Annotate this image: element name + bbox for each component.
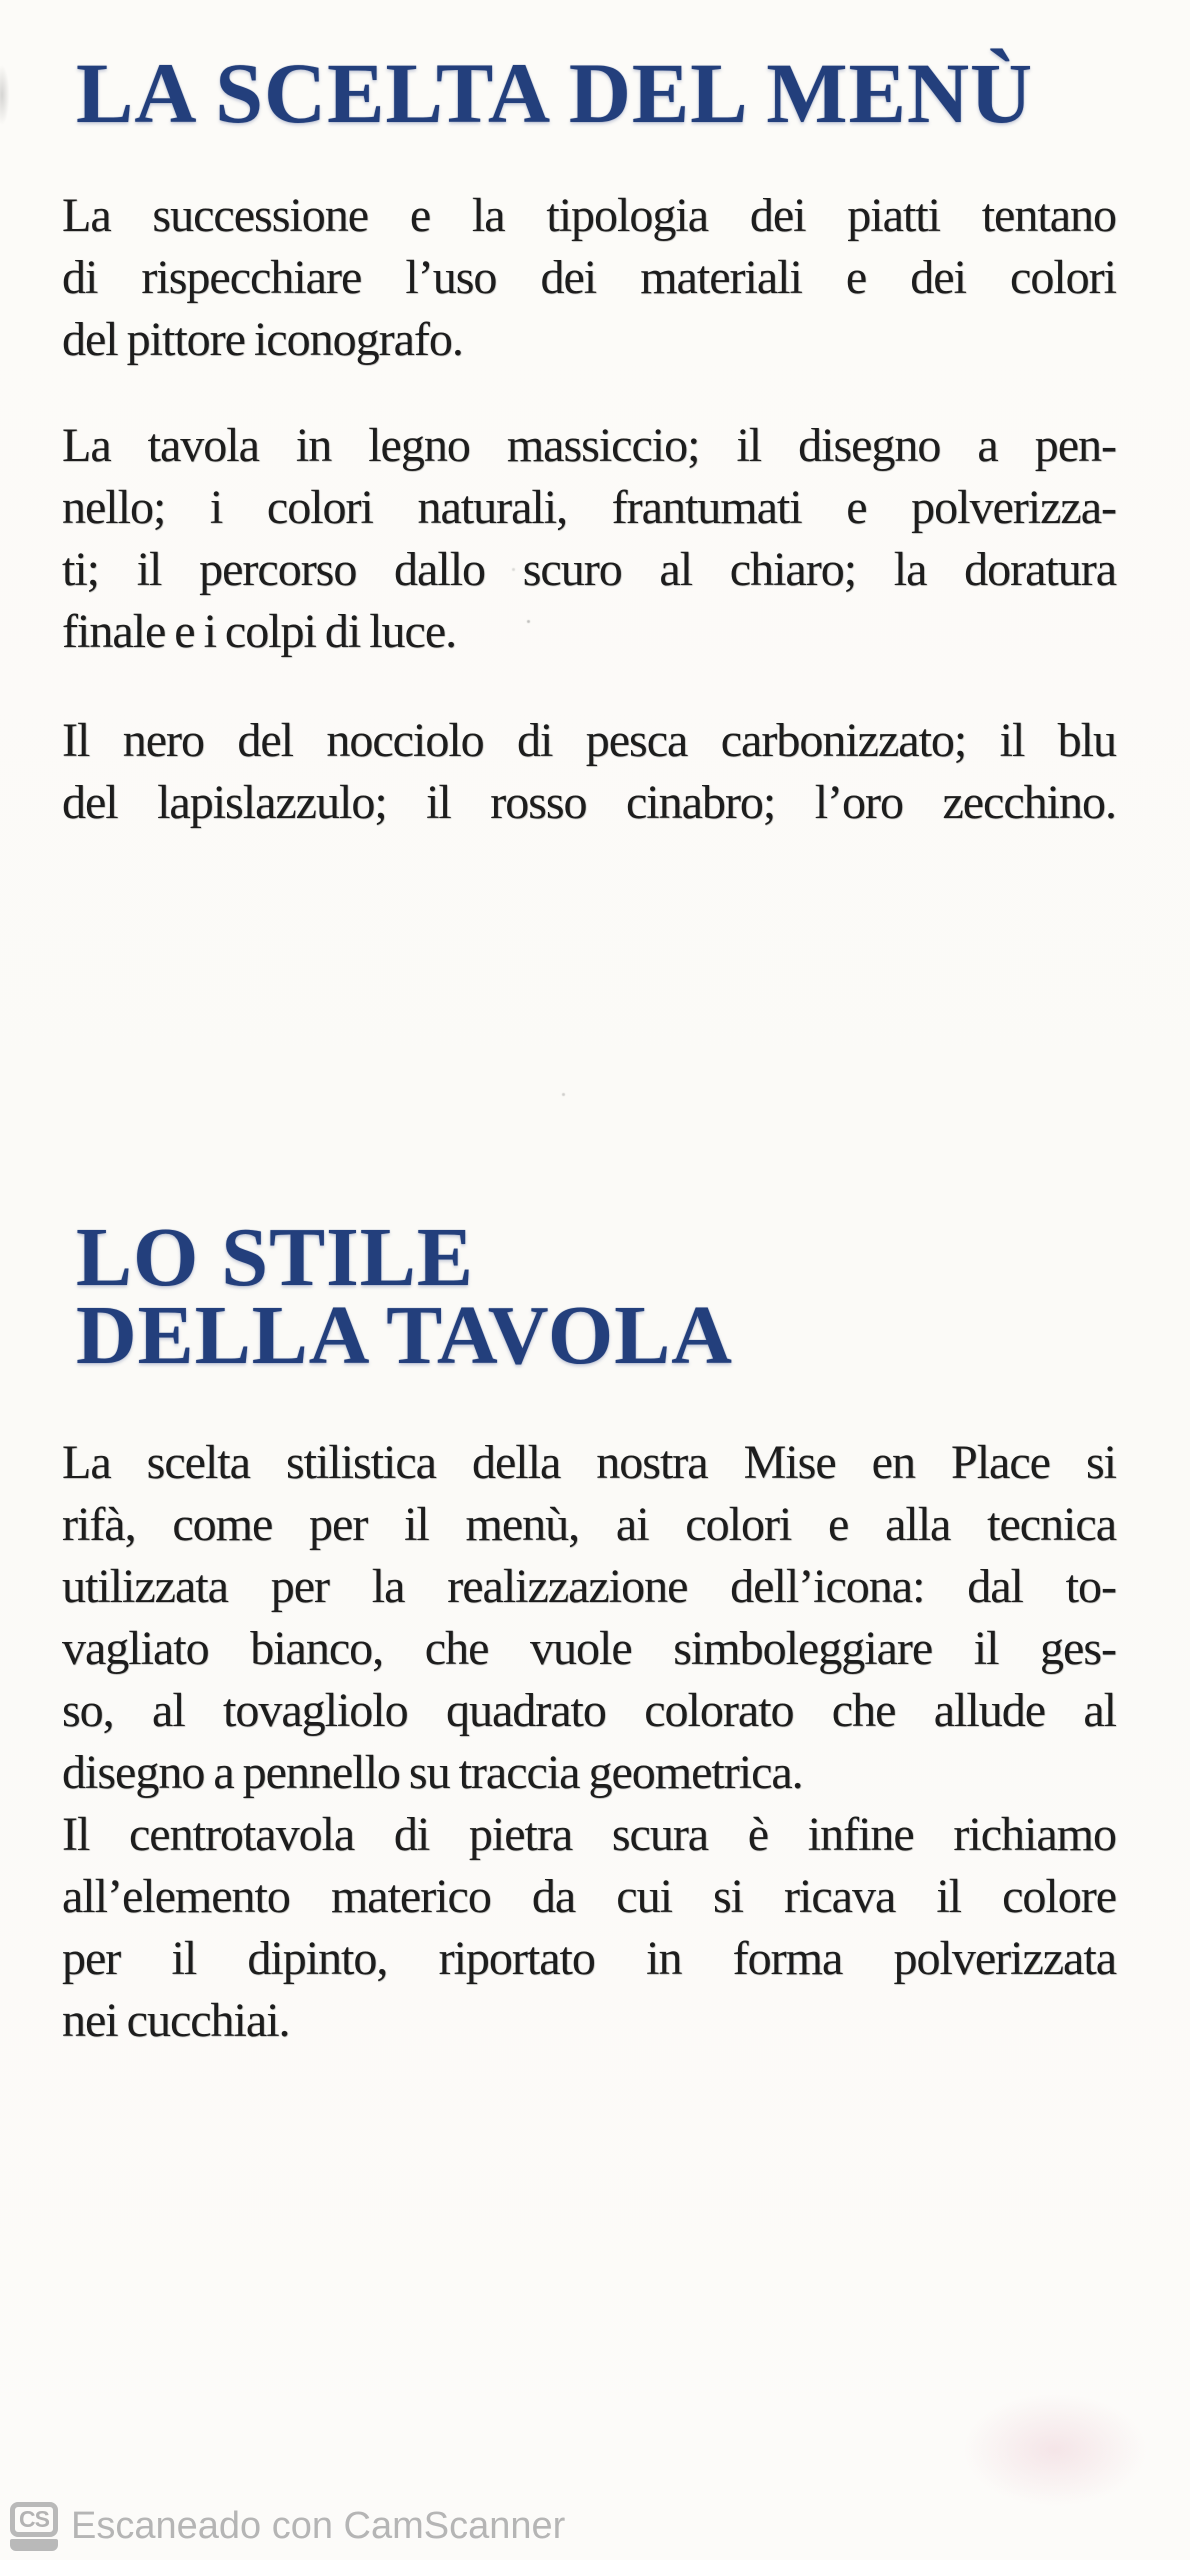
- paragraph-stile-1: [62, 1432, 1116, 2052]
- text-line: utilizzata per la realizzazione dell’icona: dal to-: [62, 1560, 1116, 1613]
- text-line: disegno a pennello su traccia geometrica.: [62, 1746, 803, 1799]
- paragraph-menu-2: [62, 415, 1116, 663]
- text-line: di rispecchiare l’uso dei materiali e dei colori: [62, 251, 1116, 304]
- text-line: Il centrotavola di pietra scura è infine richiamo: [62, 1808, 1116, 1861]
- title-line: DELLA TAVOLA: [76, 1289, 733, 1382]
- text-line: La successione e la tipologia dei piatti tentano: [62, 189, 1116, 242]
- camscanner-logo-cs-label: CS: [10, 2502, 58, 2537]
- camscanner-logo-icon: [10, 2502, 58, 2551]
- camscanner-logo-bar: [10, 2539, 58, 2551]
- text-line: finale e i colpi di luce.: [62, 605, 457, 658]
- scan-speck-artifacts: [0, 0, 3, 3]
- section-title-lo-stile-della-tavola: [76, 1211, 733, 1382]
- text-line: vagliato bianco, che vuole simboleggiare il ges-: [62, 1622, 1116, 1675]
- text-line: so, al tovagliolo quadrato colorato che allude al: [62, 1684, 1116, 1737]
- text-line: all’elemento materico da cui si ricava il colore: [62, 1870, 1116, 1923]
- text-line: La scelta stilistica della nostra Mise en Place si: [62, 1436, 1116, 1489]
- text-line: rifà, come per il menù, ai colori e alla tecnica: [62, 1498, 1116, 1551]
- section-title-la-scelta-del-menu: LA SCELTA DEL MENÙ: [76, 45, 1034, 141]
- text-line: Il nero del nocciolo di pesca carbonizzato; il blu: [62, 714, 1116, 767]
- text-line: del pittore iconografo.: [62, 313, 463, 366]
- text-line: ti; il percorso dallo scuro al chiaro; la doratura: [62, 543, 1116, 596]
- paragraph-menu-1: [62, 185, 1116, 371]
- text-line: del lapislazzulo; il rosso cinabro; l’oro zecchino.: [62, 776, 1116, 829]
- text-line: nello; i colori naturali, frantumati e polverizza-: [62, 481, 1116, 534]
- paragraph-menu-3: [62, 710, 1116, 834]
- text-line: La tavola in legno massiccio; il disegno a pen-: [62, 419, 1116, 472]
- text-line: per il dipinto, riportato in forma polverizzata: [62, 1932, 1116, 1985]
- camscanner-watermark: [10, 2502, 565, 2551]
- text-line: nei cucchiai.: [62, 1994, 290, 2047]
- watermark-text: Escaneado con CamScanner: [71, 2505, 566, 2547]
- title-line: LO STILE: [76, 1211, 474, 1304]
